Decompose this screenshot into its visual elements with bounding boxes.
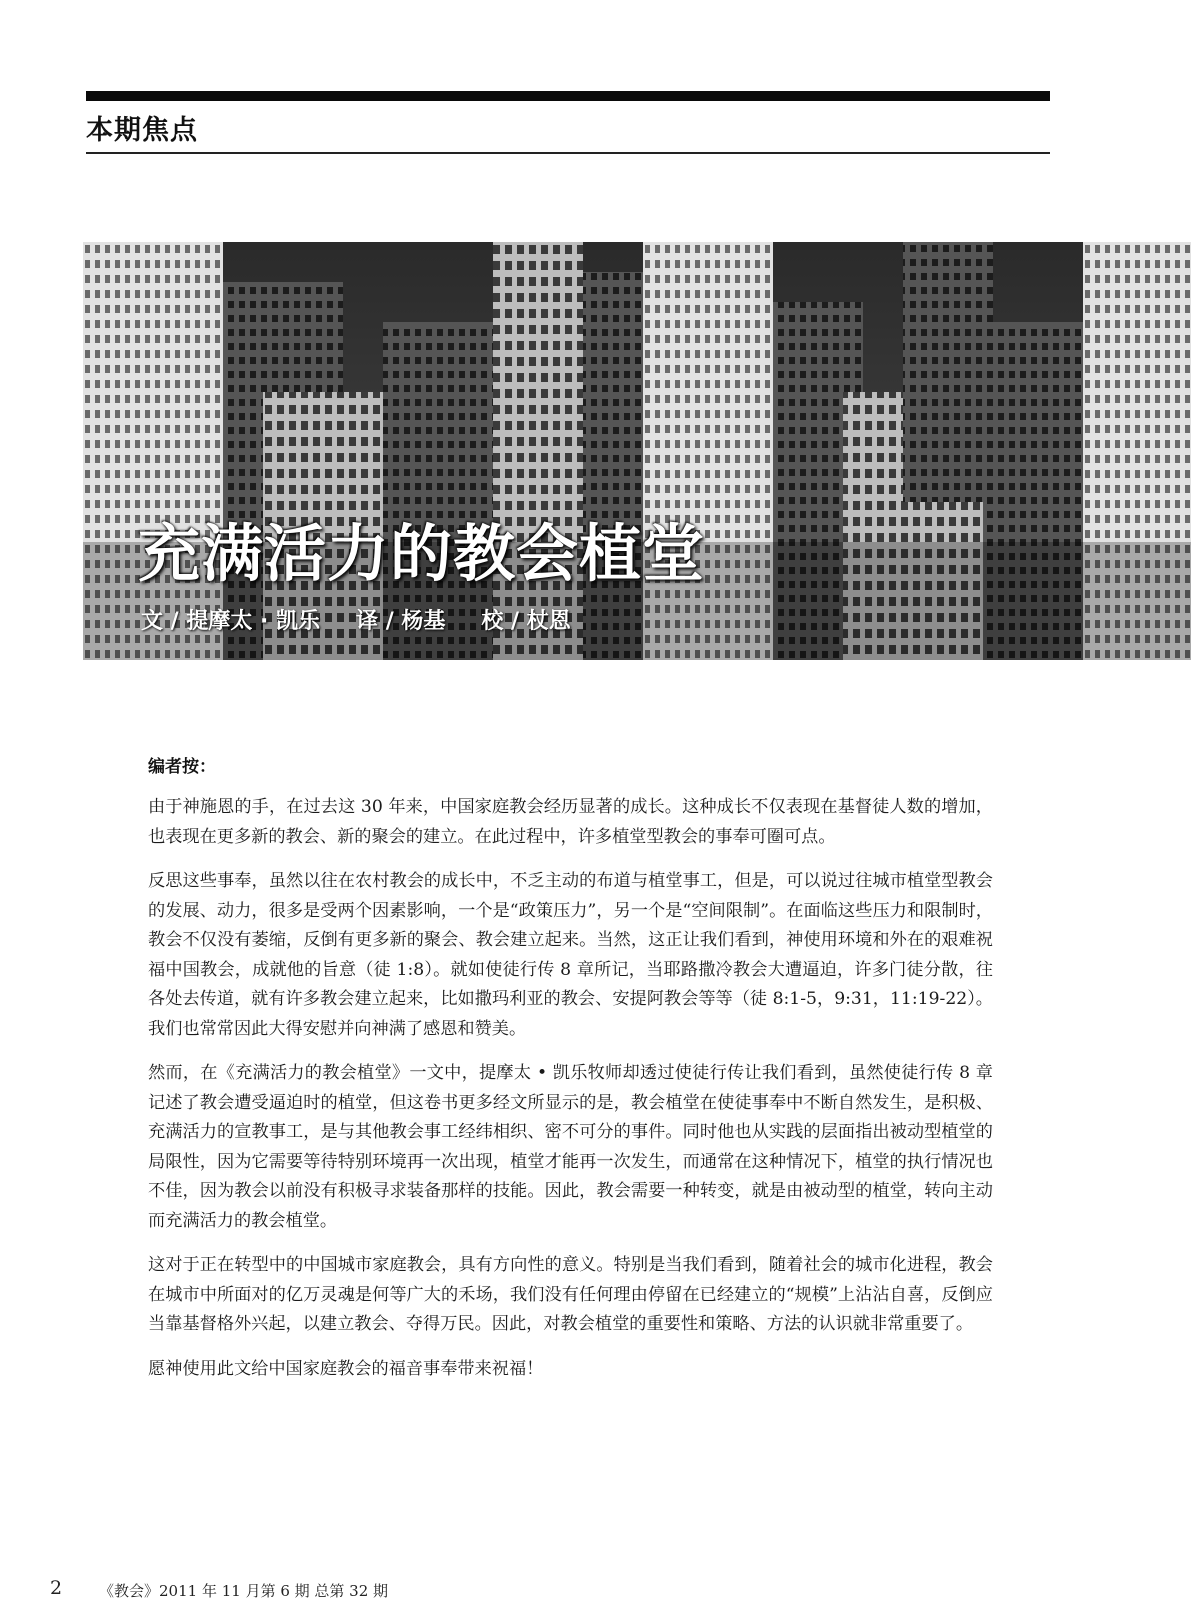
article-title: 充满活力的教会植堂 bbox=[138, 517, 706, 590]
section-title: 本期焦点 bbox=[86, 115, 198, 146]
editor-note-label: 编者按： bbox=[148, 757, 216, 777]
issue-info: 《教会》2011 年 11 月第 6 期 总第 32 期 bbox=[99, 1582, 389, 1600]
top-rule bbox=[86, 91, 1050, 101]
paragraph: 然而，在《充满活力的教会植堂》一文中，提摩太 • 凯乐牧师却透过使徒行传让我们看到，虽然使徒行传 8 章记述了教会遭受逼迫时的植堂，但这卷书更多经文所显示的是，教会植堂在使徒事奉中不断自然发生，是积极、充满活力的宣教事工，是与其他教会事工经纬相织、密不可分的事件。同时他也从实践的层面指出被动型植堂的局限性，因为它需要等待特别环境再一次出现，植堂才能再一次发生，而通常在这种情况下，植堂的执行情况也不佳，因为教会以前没有积极寻求装备那样的技能。因此，教会需要一种转变，就是由被动型的植堂，转向主动而充满活力的教会植堂。 bbox=[148, 1063, 993, 1231]
paragraph: 由于神施恩的手，在过去这 30 年来，中国家庭教会经历显著的成长。这种成长不仅表现在基督徒人数的增加，也表现在更多新的教会、新的聚会的建立。在此过程中，许多植堂型教会的事奉可圈可点。 bbox=[148, 797, 993, 847]
translator-credit: 译 / 杨基 bbox=[356, 609, 446, 634]
paragraph: 愿神使用此文给中国家庭教会的福音事奉带来祝福！ bbox=[148, 1358, 544, 1379]
city-skyline-illustration bbox=[83, 242, 1191, 660]
article-credits bbox=[141, 604, 607, 635]
paragraph: 这对于正在转型中的中国城市家庭教会，具有方向性的意义。特别是当我们看到，随着社会的城市化进程，教会在城市中所面对的亿万灵魂是何等广大的禾场，我们没有任何理由停留在已经建立的“规模”上沾沾自喜，反倒应当靠基督格外兴起，以建立教会、夺得万民。因此，对教会植堂的重要性和策略、方法的认识就非常重要了。 bbox=[148, 1255, 993, 1334]
author-credit: 文 / 提摩太 · 凯乐 bbox=[141, 609, 321, 634]
editor-note-body bbox=[148, 793, 993, 1399]
proofreader-credit: 校 / 杖恩 bbox=[481, 609, 571, 634]
header-divider bbox=[86, 152, 1050, 154]
hero-image bbox=[83, 242, 1191, 660]
paragraph: 反思这些事奉，虽然以往在农村教会的成长中，不乏主动的布道与植堂事工，但是，可以说过往城市植堂型教会的发展、动力，很多是受两个因素影响，一个是“政策压力”，另一个是“空间限制”。在面临这些压力和限制时，教会不仅没有萎缩，反倒有更多新的聚会、教会建立起来。当然，这正让我们看到，神使用环境和外在的艰难祝福中国教会，成就他的旨意（徒 1:8）。就如使徒行传 8 章所记，当耶路撒冷教会大遭逼迫，许多门徒分散，往各处去传道，就有许多教会建立起来，比如撒玛利亚的教会、安提阿教会等等（徒 8:1-5，9:31，11:19-22）。我们也常常因此大得安慰并向神满了感恩和赞美。 bbox=[148, 871, 993, 1039]
page-number: 2 bbox=[50, 1577, 63, 1599]
